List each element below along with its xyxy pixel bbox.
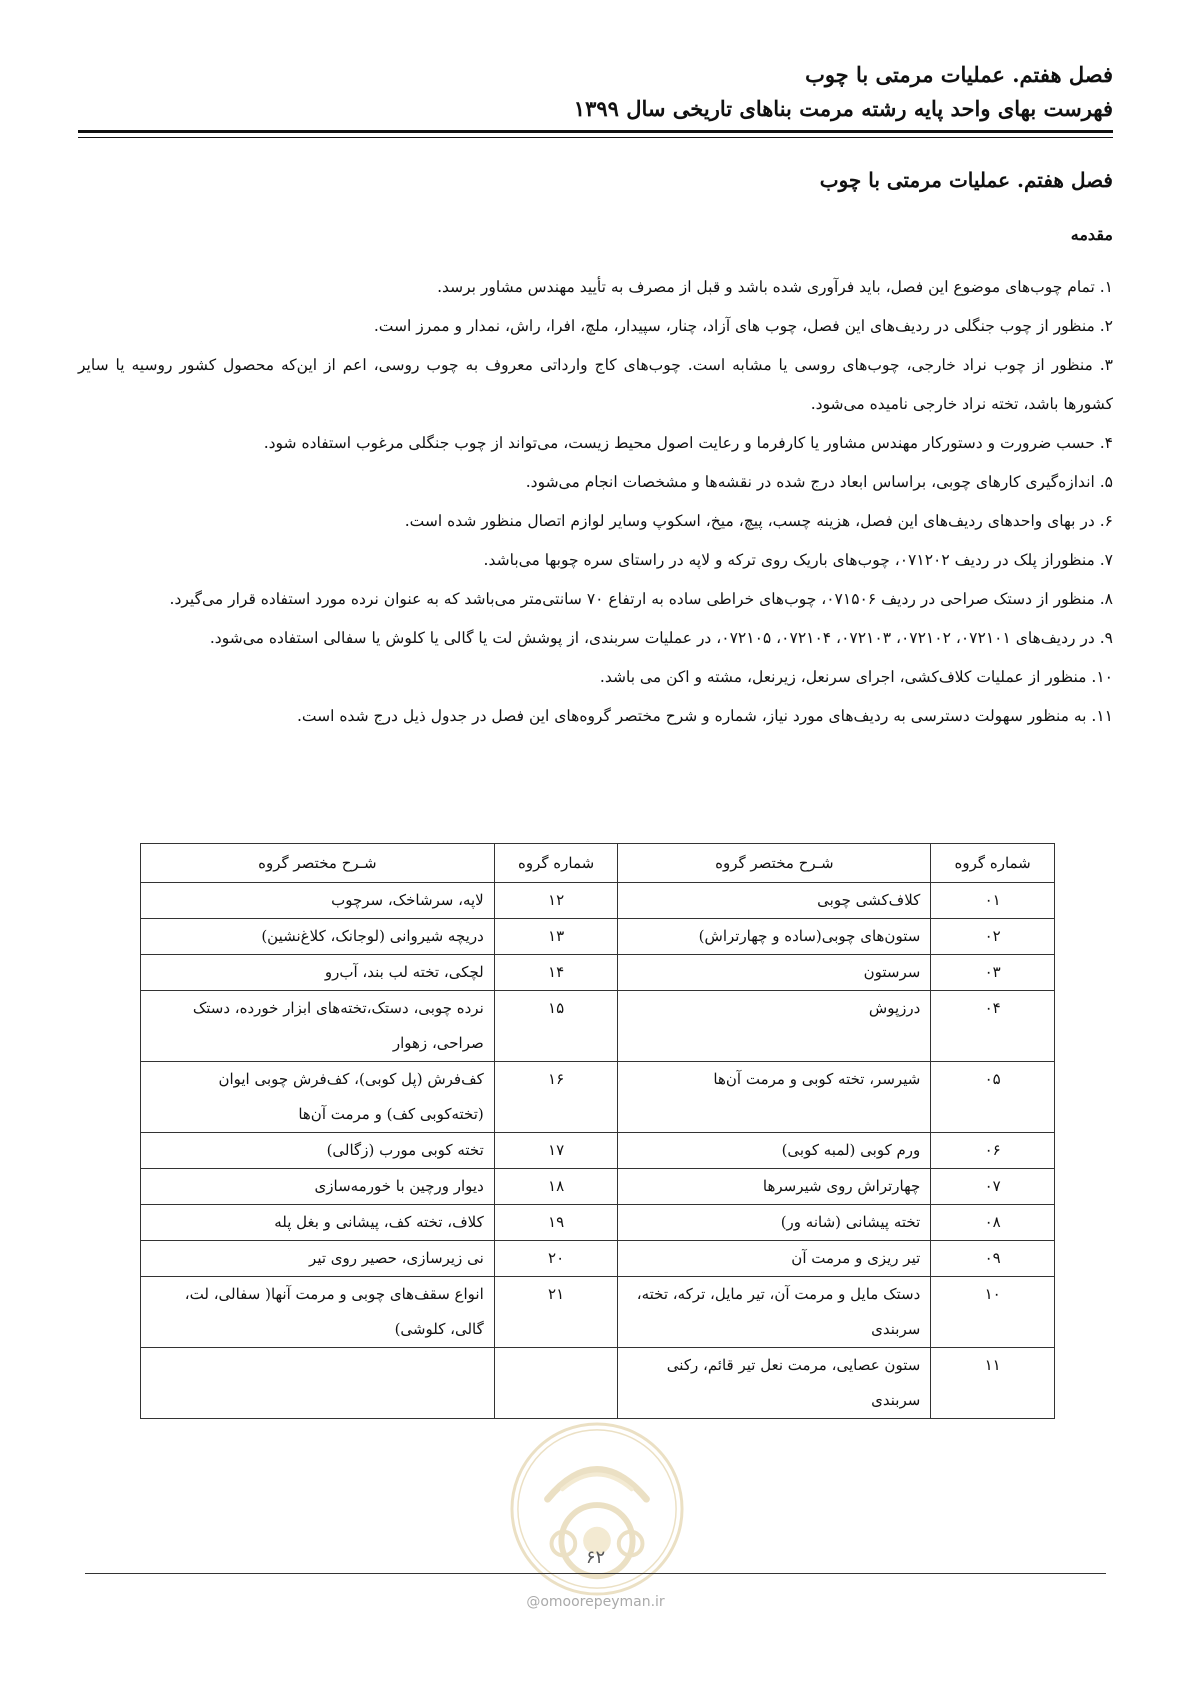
intro-item-2: ۲. منظور از چوب جنگلی در ردیف‌های این فصل، چوب های آزاد، چنار، سپیدار، ملچ، افرا، راش، نمدار و ممرز است.: [373, 317, 1113, 335]
cell-group-number: ۱۷: [494, 1133, 618, 1169]
col-header-group-description: شـرح مختصر گروه: [618, 844, 931, 883]
cell-group-description: درزپوش: [618, 991, 931, 1062]
group-table: [140, 843, 1055, 1419]
page-number: ۶۲: [585, 1547, 606, 1568]
watermark-logo-icon: [508, 1420, 686, 1598]
cell-group-number: ۰۲: [931, 919, 1055, 955]
cell-group-number: ۱۶: [494, 1062, 618, 1133]
intro-list: [78, 268, 1113, 736]
table-body: [141, 883, 1055, 1419]
cell-group-description: ستون عصایی، مرمت نعل تیر قائم، رکنی سربندی: [618, 1348, 931, 1419]
header-rule-thick: [78, 130, 1113, 133]
table-row: [141, 1133, 1055, 1169]
cell-group-number: ۱۸: [494, 1169, 618, 1205]
cell-group-description: دستک مایل و مرمت آن، تیر مایل، ترکه، تخته، سربندی: [618, 1277, 931, 1348]
cell-group-description: ورم کوبی (لمبه کوبی): [618, 1133, 931, 1169]
cell-group-number: ۱۰: [931, 1277, 1055, 1348]
table-row: [141, 1169, 1055, 1205]
running-header: [78, 58, 1113, 126]
col-header-group-number: شماره گروه: [494, 844, 618, 883]
cell-group-number: ۲۰: [494, 1241, 618, 1277]
cell-group-description: نی زیرسازی، حصیر روی تیر: [141, 1241, 495, 1277]
header-chapter: فصل هفتم. عملیات مرمتی با چوب: [805, 62, 1113, 87]
cell-group-number: ۰۹: [931, 1241, 1055, 1277]
intro-item-5: ۵. اندازه‌گیری کارهای چوبی، براساس ابعاد درج شده در نقشه‌ها و مشخصات انجام می‌شود.: [525, 473, 1113, 491]
cell-group-description: چهارتراش روی شیرسرها: [618, 1169, 931, 1205]
cell-group-number: ۰۴: [931, 991, 1055, 1062]
intro-item-8: ۸. منظور از دستک صراحی در ردیف ۰۷۱۵۰۶، چوب‌های خراطی ساده به ارتفاع ۷۰ سانتی‌متر می‌باشد که به عنوان نرده مورد استفاده قرار می‌گیرد.: [169, 590, 1113, 608]
header-subtitle: فهرست بهای واحد پایه رشته مرمت بناهای تاریخی سال ۱۳۹۹: [573, 96, 1113, 121]
table-row: [141, 919, 1055, 955]
cell-group-description: [141, 1348, 495, 1419]
table-row: [141, 1241, 1055, 1277]
cell-group-number: ۱۲: [494, 883, 618, 919]
table-header-row: [141, 844, 1055, 883]
col-header-group-number: شماره گروه: [931, 844, 1055, 883]
cell-group-number: ۱۴: [494, 955, 618, 991]
intro-item-1: ۱. تمام چوب‌های موضوع این فصل، باید فرآوری شده باشد و قبل از مصرف به تأیید مهندس مشاور برسد.: [437, 278, 1113, 296]
cell-group-number: ۱۳: [494, 919, 618, 955]
intro-item-4: ۴. حسب ضرورت و دستورکار مهندس مشاور یا کارفرما و رعایت اصول محیط زیست، می‌تواند از چوب جنگلی مرغوب استفاده شود.: [263, 434, 1113, 452]
intro-item-6: ۶. در بهای واحدهای ردیف‌های این فصل، هزینه چسب، پیچ، میخ، اسکوپ وسایر لوازم اتصال منظور شده است.: [404, 512, 1113, 530]
cell-group-description: کلاف‌کشی چوبی: [618, 883, 931, 919]
header-rule-thin: [78, 137, 1113, 138]
col-header-group-description: شـرح مختصر گروه: [141, 844, 495, 883]
intro-item-10: ۱۰. منظور از عملیات کلاف‌کشی، اجرای سرنعل، زیرنعل، مشته و اکن می باشد.: [599, 668, 1113, 686]
cell-group-description: دریچه شیروانی (لوجانک، کلاغ‌نشین): [141, 919, 495, 955]
cell-group-number: ۰۸: [931, 1205, 1055, 1241]
cell-group-description: لاپه، سرشاخک، سرچوب: [141, 883, 495, 919]
intro-item-9: ۹. در ردیف‌های ۰۷۲۱۰۱، ۰۷۲۱۰۲، ۰۷۲۱۰۳، ۰۷۲۱۰۴، ۰۷۲۱۰۵، در عملیات سربندی، از پوشش لت یا گالی یا کلوش یا سفالی استفاده می‌شود.: [209, 629, 1113, 647]
intro-heading: مقدمه: [1070, 225, 1113, 244]
cell-group-description: ستون‌های چوبی(ساده و چهارتراش): [618, 919, 931, 955]
cell-group-description: انواع سقف‌های چوبی و مرمت آنها( سفالی، لت، گالی، کلوشی): [141, 1277, 495, 1348]
cell-group-description: شیرسر، تخته کوبی و مرمت آن‌ها: [618, 1062, 931, 1133]
cell-group-number: ۰۳: [931, 955, 1055, 991]
cell-group-number: ۱۵: [494, 991, 618, 1062]
cell-group-description: کف‌فرش (پل کوبی)، کف‌فرش چوبی ایوان (تخته‌کوبی کف) و مرمت آن‌ها: [141, 1062, 495, 1133]
intro-item-3: ۳. منظور از چوب نراد خارجی، چوب‌های روسی یا مشابه است. چوب‌های کاج وارداتی معروف به چوب روسی، اعم از این‌که محصول کشور روسیه یا سایر کشورها باشد، تخته نراد خارجی نامیده می‌شود.: [78, 356, 1113, 413]
cell-group-number: ۱۱: [931, 1348, 1055, 1419]
cell-group-description: تخته پیشانی (شانه ور): [618, 1205, 931, 1241]
cell-group-number: ۰۵: [931, 1062, 1055, 1133]
cell-group-description: دیوار ورچین با خورمه‌سازی: [141, 1169, 495, 1205]
cell-group-description: سرستون: [618, 955, 931, 991]
cell-group-number: ۰۱: [931, 883, 1055, 919]
cell-group-description: نرده چوبی، دستک،تخته‌های ابزار خورده، دستک صراحی، زهوار: [141, 991, 495, 1062]
cell-group-description: کلاف، تخته کف، پیشانی و بغل پله: [141, 1205, 495, 1241]
cell-group-number: ۲۱: [494, 1277, 618, 1348]
table-row: [141, 1277, 1055, 1348]
table-row: [141, 1062, 1055, 1133]
table-row: [141, 1205, 1055, 1241]
footer-rule: [85, 1573, 1106, 1574]
intro-item-11: ۱۱. به منظور سهولت دسترسی به ردیف‌های مورد نیاز، شماره و شرح مختصر گروه‌های این فصل در جدول ذیل درج شده است.: [296, 707, 1113, 725]
chapter-title: فصل هفتم. عملیات مرمتی با چوب: [819, 168, 1113, 192]
cell-group-number: [494, 1348, 618, 1419]
cell-group-description: تخته کوبی مورب (زگالی): [141, 1133, 495, 1169]
intro-item-7: ۷. منظوراز پلک در ردیف ۰۷۱۲۰۲، چوب‌های باریک روی ترکه و لاپه در راستای سره چوبها می‌باشد.: [483, 551, 1113, 569]
cell-group-number: ۰۶: [931, 1133, 1055, 1169]
cell-group-number: ۰۷: [931, 1169, 1055, 1205]
cell-group-description: تیر ریزی و مرمت آن: [618, 1241, 931, 1277]
table-row: [141, 955, 1055, 991]
table-row: [141, 991, 1055, 1062]
footer-website: @omoorepeyman.ir: [526, 1594, 665, 1610]
table-row: [141, 883, 1055, 919]
table-row: [141, 1348, 1055, 1419]
cell-group-number: ۱۹: [494, 1205, 618, 1241]
cell-group-description: لچکی، تخته لب بند، آب‌رو: [141, 955, 495, 991]
